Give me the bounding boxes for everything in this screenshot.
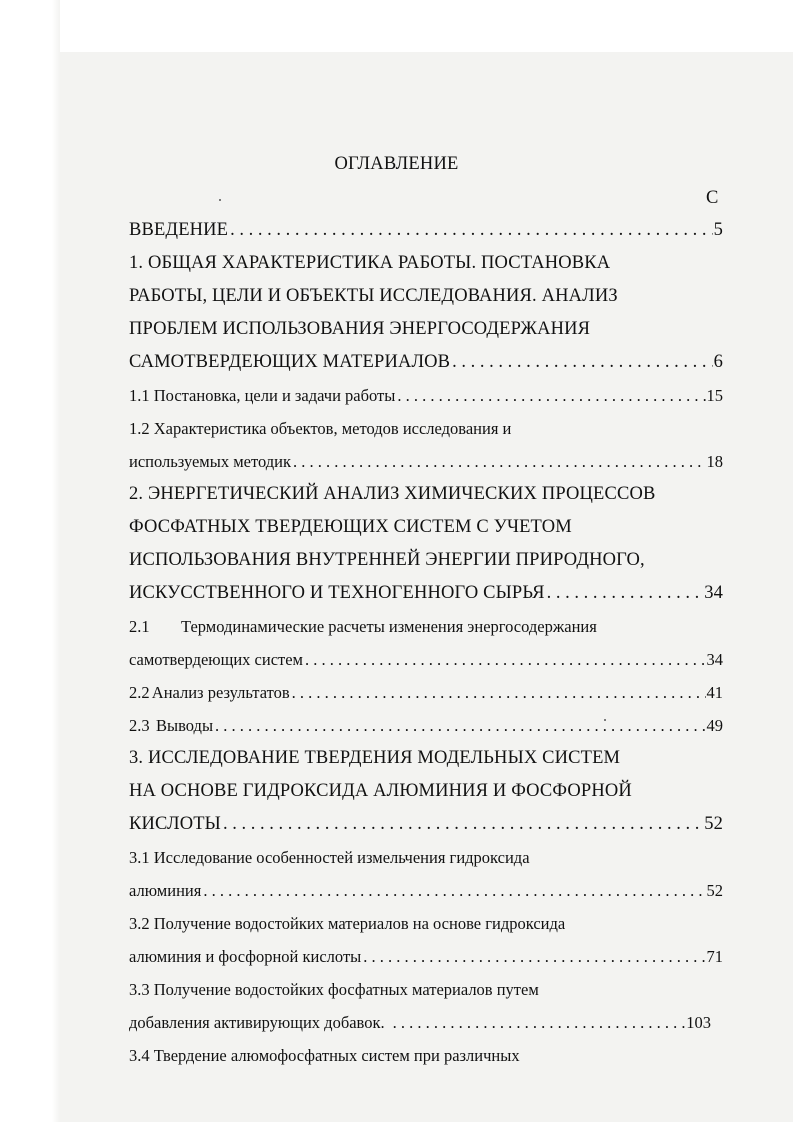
toc-chapter-3-line[interactable] [129,775,723,808]
toc-chapter-1-line[interactable] [129,346,723,379]
toc-heading: ОГЛАВЛЕНИЕ [334,154,459,174]
toc-entry-text: 1.2 Характеристика объектов, методов исследования и [129,419,512,438]
scan-border-top [0,0,793,52]
toc-entry-text: 3.4 Твердение алюмофосфатных систем при различных [129,1046,520,1065]
toc-chapter-2-line[interactable] [129,478,723,511]
toc-entry-text: САМОТВЕРДЕЮЩИХ МАТЕРИАЛОВ [129,352,451,372]
toc-entry-text: используемых методик [129,452,291,471]
toc-chapter-2-line[interactable] [129,577,723,610]
toc-page-number: 18 [706,452,723,471]
toc-entry-text: алюминия и фосфорной кислоты [129,947,362,966]
toc-page-number: 6 [713,352,723,372]
toc-entry-text: ВВЕДЕНИЕ [129,220,229,240]
page-column-label: С [706,188,719,208]
toc-entry-text: Анализ результатов [151,683,290,702]
toc-section-1-2[interactable] [129,445,723,478]
toc-section-2-2[interactable] [129,676,723,709]
toc-entry-text: 3.2 Получение водостойких материалов на основе гидроксида [129,914,566,933]
toc-page-number: 5 [713,220,723,240]
toc-entry-text: 3. ИССЛЕДОВАНИЕ ТВЕРДЕНИЯ МОДЕЛЬНЫХ СИСТЕМ [129,748,621,768]
toc-section-number: 2.3 [129,716,150,735]
toc-page-number: 34 [704,583,723,603]
toc-section-3-2[interactable] [129,940,723,973]
toc-entry-text: КИСЛОТЫ [129,814,221,834]
dot-leader [203,874,705,907]
toc-section-2-1[interactable] [129,643,723,676]
toc-page-number: 34 [706,650,723,669]
toc-entry-text: алюминия [129,881,202,900]
scan-speck [219,199,221,201]
toc-chapter-1-line[interactable] [129,247,723,280]
toc-entry-text: 3.1 Исследование особенностей измельчения гидроксида [129,848,530,867]
toc-chapter-1-line[interactable] [129,280,723,313]
toc-chapter-3-line[interactable] [129,808,723,841]
toc-chapter-1-line[interactable] [129,313,723,346]
toc-section-3-1[interactable] [129,874,723,907]
dot-leader [223,808,703,841]
toc-entry-text: НА ОСНОВЕ ГИДРОКСИДА АЛЮМИНИЯ И ФОСФОРНОЙ [129,781,632,801]
toc-section-2-3[interactable] [129,709,723,742]
toc-page-number: 49 [706,716,723,735]
toc-entry-text: Выводы [156,716,214,735]
scan-speck [604,719,606,721]
dot-leader [292,676,706,709]
toc-page-number: 52 [704,814,723,834]
toc-entry-text: 1.1 Постановка, цели и задачи работы [129,386,396,405]
toc-chapter-2-line[interactable] [129,511,723,544]
toc-chapter-2-line[interactable] [129,544,723,577]
toc-entry-text: 2. ЭНЕРГЕТИЧЕСКИЙ АНАЛИЗ ХИМИЧЕСКИХ ПРОЦЕССОВ [129,484,656,504]
toc-section-1-2[interactable] [129,412,723,445]
toc-section-1-1[interactable] [129,379,723,412]
dot-leader [293,445,706,478]
toc-page-number: 41 [706,683,723,702]
toc-entry-text: самотвердеющих систем [129,650,303,669]
toc-entry-text: 3.3 Получение водостойких фосфатных материалов путем [129,980,539,999]
dot-leader [305,643,706,676]
toc-section-3-3[interactable] [129,973,723,1006]
toc-section-3-2[interactable] [129,907,723,940]
toc-section-3-1[interactable] [129,841,723,874]
toc-entry-text: ПРОБЛЕМ ИСПОЛЬЗОВАНИЯ ЭНЕРГОСОДЕРЖАНИЯ [129,319,591,339]
toc-entry-text: ИСПОЛЬЗОВАНИЯ ВНУТРЕННЕЙ ЭНЕРГИИ ПРИРОДНОГО, [129,550,645,570]
toc-section-number: 2.2 [129,683,150,702]
dot-leader [215,709,705,742]
dot-leader [397,379,705,412]
toc-entry-introduction[interactable] [129,214,723,247]
toc-entry-text: ФОСФАТНЫХ ТВЕРДЕЮЩИХ СИСТЕМ С УЧЕТОМ [129,517,572,537]
toc-section-3-4[interactable] [129,1039,723,1072]
toc-section-3-3[interactable] [129,1006,711,1039]
toc-section-2-1[interactable] [129,610,723,643]
toc-entry-text: Термодинамические расчеты изменения энергосодержания [181,617,597,636]
dot-leader [452,346,712,379]
dot-leader [363,940,705,973]
toc-entry-text: РАБОТЫ, ЦЕЛИ И ОБЪЕКТЫ ИССЛЕДОВАНИЯ. АНАЛИЗ [129,286,618,306]
dot-leader [393,1006,686,1039]
toc-entry-text: добавления активирующих добавок. [129,1013,385,1032]
dot-leader [547,577,704,610]
table-of-contents [129,214,723,1072]
toc-page-number: 52 [706,881,723,900]
toc-page-number: 103 [686,1013,711,1032]
toc-page-number: 15 [706,386,723,405]
toc-entry-text: ИСКУССТВЕННОГО И ТЕХНОГЕННОГО СЫРЬЯ [129,583,545,603]
toc-entry-text: 1. ОБЩАЯ ХАРАКТЕРИСТИКА РАБОТЫ. ПОСТАНОВКА [129,253,611,273]
toc-chapter-3-line[interactable] [129,742,723,775]
toc-section-number: 2.1 [129,617,150,636]
toc-page-number: 71 [706,947,723,966]
dot-leader [230,214,712,247]
